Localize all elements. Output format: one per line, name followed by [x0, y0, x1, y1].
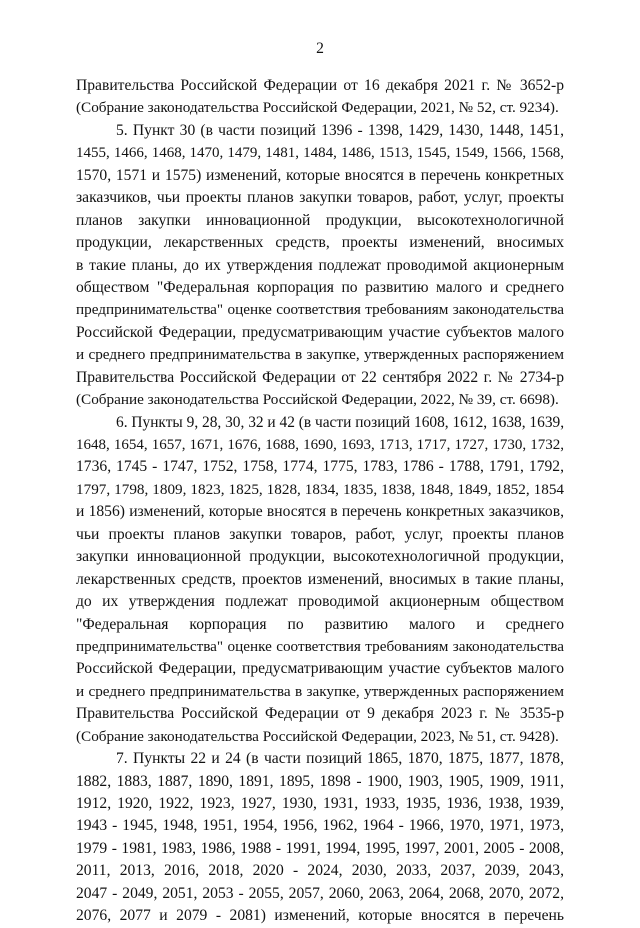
text-line: Правительства Российской Федерации от 22 сентября 2022 г. № 2734-р	[76, 368, 564, 386]
text-line: 1455, 1466, 1468, 1470, 1479, 1481, 1484, 1486, 1513, 1545, 1549, 1566, 1568,	[76, 145, 564, 162]
text-line: 1912, 1920, 1922, 1923, 1927, 1930, 1931, 1933, 1935, 1936, 1938, 1939,	[76, 795, 564, 812]
text-line: 1648, 1654, 1657, 1671, 1676, 1688, 1690, 1693, 1713, 1717, 1727, 1730, 1732,	[76, 437, 564, 453]
text-line: Правительства Российской Федерации от 9 декабря 2023 г. № 3535-р	[76, 705, 564, 723]
text-line: планов закупки инновационной продукции, высокотехнологичной	[76, 211, 564, 229]
text-line: 1882, 1883, 1887, 1890, 1891, 1895, 1898 - 1900, 1903, 1905, 1909, 1911,	[76, 772, 564, 790]
text-line: (Собрание законодательства Российской Федерации, 2021, № 52, ст. 9234).	[76, 99, 559, 117]
text-line: и среднего предпринимательства в закупке, утвержденных распоряжением	[76, 346, 564, 364]
text-line: продукции, лекарственных средств, проекты изменений, вносимых	[76, 234, 564, 252]
text-line: 1570, 1571 и 1575) изменений, которые вносятся в перечень конкретных	[76, 166, 564, 184]
text-line: 6. Пункты 9, 28, 30, 32 и 42 (в части позиций 1608, 1612, 1638, 1639,	[116, 413, 564, 431]
document-body	[76, 75, 564, 928]
text-line: предпринимательства" оценке соответствия требованиям законодательства	[76, 301, 564, 319]
text-line: (Собрание законодательства Российской Федерации, 2022, № 39, ст. 6698).	[76, 391, 559, 409]
text-line: и 1856) изменений, которые вносятся в перечень конкретных заказчиков,	[76, 503, 564, 521]
text-line: 2076, 2077 и 2079 - 2081) изменений, которые вносятся в перечень	[76, 907, 564, 925]
text-line: 1943 - 1945, 1948, 1951, 1954, 1956, 1962, 1964 - 1966, 1970, 1971, 1973,	[76, 817, 564, 835]
text-line: 1797, 1798, 1809, 1823, 1825, 1828, 1834, 1835, 1838, 1848, 1849, 1852, 1854	[76, 480, 564, 498]
text-line: в такие планы, до их утверждения подлежат проводимой акционерным	[76, 256, 564, 274]
text-line: 7. Пункты 22 и 24 (в части позиций 1865, 1870, 1875, 1877, 1878,	[116, 750, 564, 768]
text-line: Правительства Российской Федерации от 16 декабря 2021 г. № 3652-р	[76, 77, 564, 94]
page-number: 2	[316, 40, 324, 57]
text-line: 2011, 2013, 2016, 2018, 2020 - 2024, 2030, 2033, 2037, 2039, 2043,	[76, 862, 564, 880]
text-line: Российской Федерации, предусматривающим участие субъектов малого	[76, 323, 564, 341]
text-line: 2047 - 2049, 2051, 2053 - 2055, 2057, 2060, 2063, 2064, 2068, 2070, 2072,	[76, 884, 564, 902]
text-line: лекарственных средств, проектов изменений, вносимых в такие планы,	[76, 570, 564, 588]
text-line: 5. Пункт 30 (в части позиций 1396 - 1398, 1429, 1430, 1448, 1451,	[116, 121, 564, 139]
text-line: обществом "Федеральная корпорация по развитию малого и среднего	[76, 278, 564, 296]
text-line: (Собрание законодательства Российской Федерации, 2023, № 51, ст. 9428).	[76, 727, 559, 745]
text-line: 1979 - 1981, 1983, 1986, 1988 - 1991, 1994, 1995, 1997, 2001, 2005 - 2008,	[76, 839, 564, 857]
text-line: 1736, 1745 - 1747, 1752, 1758, 1774, 1775, 1783, 1786 - 1788, 1791, 1792,	[76, 458, 564, 476]
text-line: предпринимательства" оценке соответствия требованиям законодательства	[76, 637, 564, 655]
text-line: заказчиков, чьи проекты планов закупки товаров, работ, услуг, проекты	[76, 189, 564, 207]
text-line: до их утверждения подлежат проводимой акционерным обществом	[76, 593, 564, 611]
text-line: закупки инновационной продукции, высокотехнологичной продукции,	[76, 548, 564, 566]
text-line: "Федеральная корпорация по развитию малого и среднего	[76, 615, 564, 633]
text-line: и среднего предпринимательства в закупке, утвержденных распоряжением	[76, 682, 564, 700]
text-line: Российской Федерации, предусматривающим участие субъектов малого	[76, 660, 564, 678]
text-line: чьи проекты планов закупки товаров, работ, услуг, проекты планов	[76, 525, 564, 543]
